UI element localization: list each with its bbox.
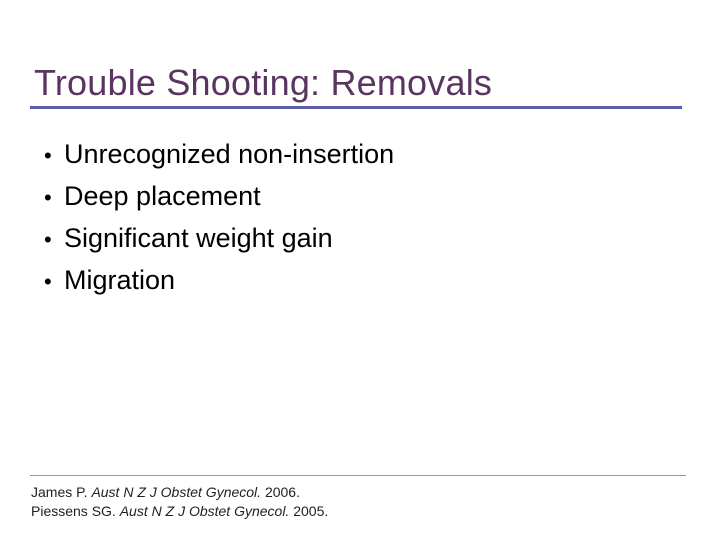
bullet-dot-icon: • bbox=[44, 143, 52, 168]
reference-author: James P. bbox=[31, 484, 88, 500]
reference-journal: Aust N Z J Obstet Gynecol. bbox=[91, 484, 262, 500]
bullet-list bbox=[44, 134, 394, 302]
bullet-text: Unrecognized non-insertion bbox=[64, 139, 395, 169]
reference-year: 2005. bbox=[293, 503, 329, 519]
bullet-dot-icon: • bbox=[44, 227, 52, 252]
slide-title: Trouble Shooting: Removals bbox=[34, 62, 493, 103]
bullet-dot-icon: • bbox=[44, 185, 52, 210]
title-underline bbox=[30, 106, 682, 109]
bullet-text: Significant weight gain bbox=[64, 223, 333, 253]
bullet-item bbox=[44, 260, 394, 302]
reference-line bbox=[31, 502, 328, 521]
bullet-item bbox=[44, 218, 394, 260]
reference-year: 2006. bbox=[264, 484, 300, 500]
reference-line bbox=[31, 483, 328, 502]
bullet-item bbox=[44, 176, 394, 218]
bullet-dot-icon: • bbox=[44, 269, 52, 294]
bullet-text: Migration bbox=[64, 265, 176, 295]
footer-divider bbox=[30, 475, 686, 476]
bullet-text: Deep placement bbox=[64, 181, 261, 211]
bullet-item bbox=[44, 134, 394, 176]
reference-author: Piessens SG. bbox=[31, 503, 116, 519]
references bbox=[31, 483, 328, 521]
reference-journal: Aust N Z J Obstet Gynecol. bbox=[119, 503, 290, 519]
